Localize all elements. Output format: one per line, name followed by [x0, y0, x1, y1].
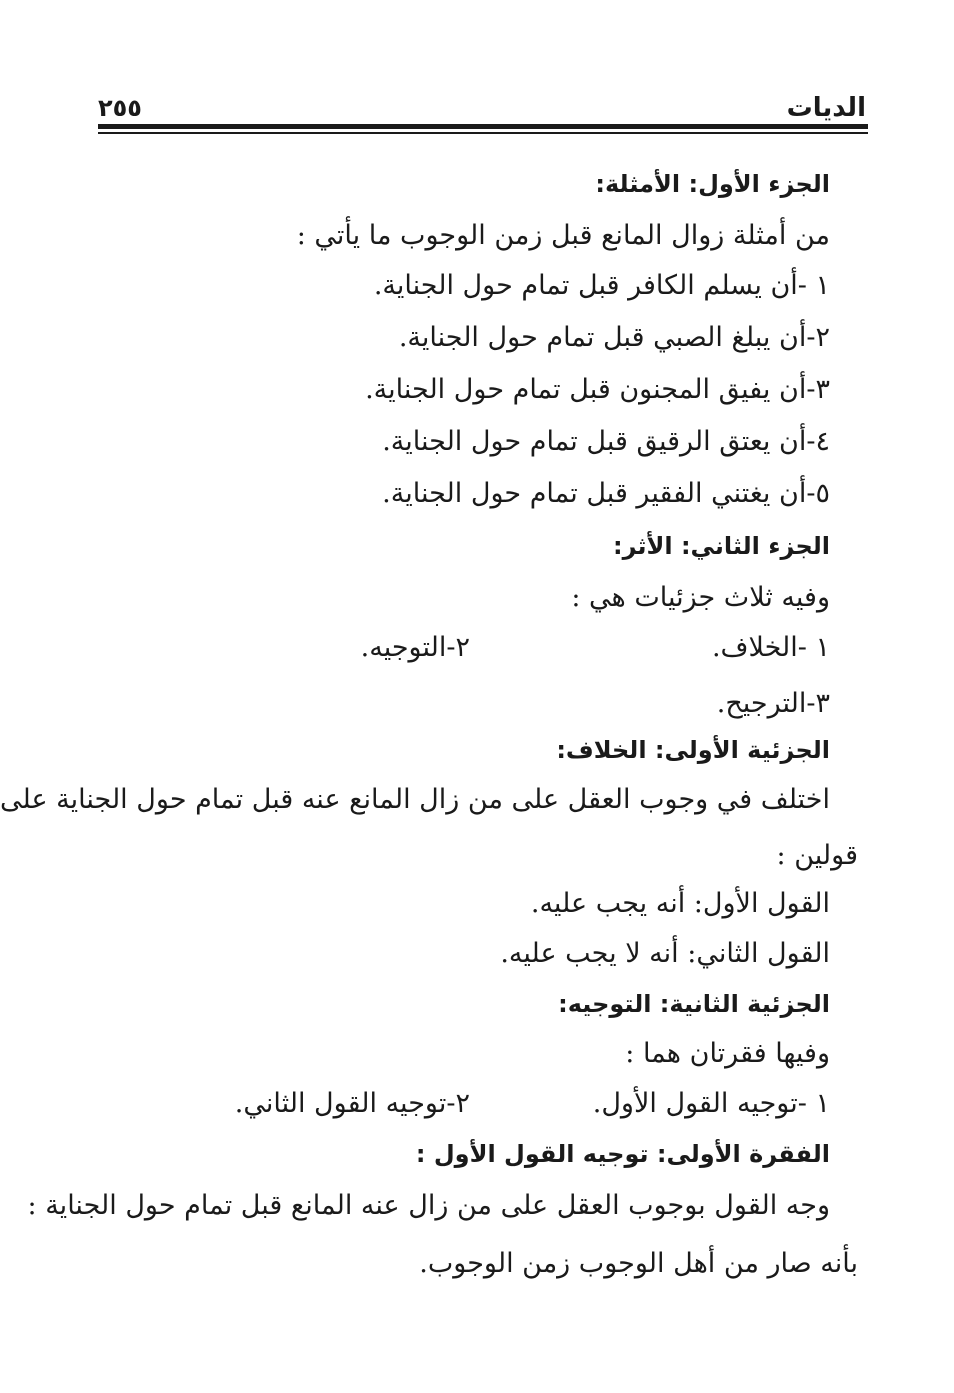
heading-part-one: الجزء الأول: الأمثلة: [595, 170, 830, 198]
opinion-one: القول الأول: أنه يجب عليه. [530, 888, 830, 919]
examples-intro: من أمثلة زوال المانع قبل زمن الوجوب ما يأتي : [296, 220, 830, 251]
header-rule-thick [98, 124, 868, 129]
reason-line-2: بأنه صار من أهل الوجوب زمن الوجوب. [419, 1248, 858, 1279]
example-item-5: ٥-أن يغتني الفقير قبل تمام حول الجناية. [382, 478, 830, 509]
paragraphs-intro: وفيها فقرتان هما : [625, 1038, 830, 1069]
dispute-line-1: اختلف في وجوب العقل على من زال المانع عنه قبل تمام حول الجناية على [0, 784, 830, 815]
parts-intro: وفيه ثلاث جزئيات هي : [571, 582, 830, 613]
paragraph-item-2: ٢-توجيه القول الثاني. [234, 1088, 470, 1119]
paragraph-item-1: ١ -توجيه القول الأول. [592, 1088, 830, 1119]
heading-subpart-one: الجزئية الأولى: الخلاف: [556, 736, 830, 764]
chapter-title: الديات [786, 93, 866, 123]
header-rule-thin [98, 132, 868, 134]
parts-item-1: ١ -الخلاف. [711, 632, 830, 663]
page-number: ٢٥٥ [98, 94, 142, 122]
example-item-3: ٣-أن يفيق المجنون قبل تمام حول الجناية. [365, 374, 830, 405]
opinion-two: القول الثاني: أنه لا يجب عليه. [500, 938, 830, 969]
example-item-1: ١ -أن يسلم الكافر قبل تمام حول الجناية. [373, 270, 830, 301]
heading-part-two: الجزء الثاني: الأثر: [612, 532, 830, 560]
parts-item-2: ٢-التوجيه. [360, 632, 470, 663]
example-item-4: ٤-أن يعتق الرقيق قبل تمام حول الجناية. [382, 426, 830, 457]
heading-paragraph-one: الفقرة الأولى: توجيه القول الأول : [415, 1140, 830, 1168]
reason-line-1: وجه القول بوجوب العقل على من زال عنه المانع قبل تمام حول الجناية : [27, 1190, 830, 1221]
dispute-line-2: قولين : [776, 840, 858, 871]
heading-subpart-two: الجزئية الثانية: التوجيه: [558, 990, 830, 1018]
example-item-2: ٢-أن يبلغ الصبي قبل تمام حول الجناية. [398, 322, 830, 353]
parts-item-3: ٣-الترجيح. [716, 688, 830, 719]
